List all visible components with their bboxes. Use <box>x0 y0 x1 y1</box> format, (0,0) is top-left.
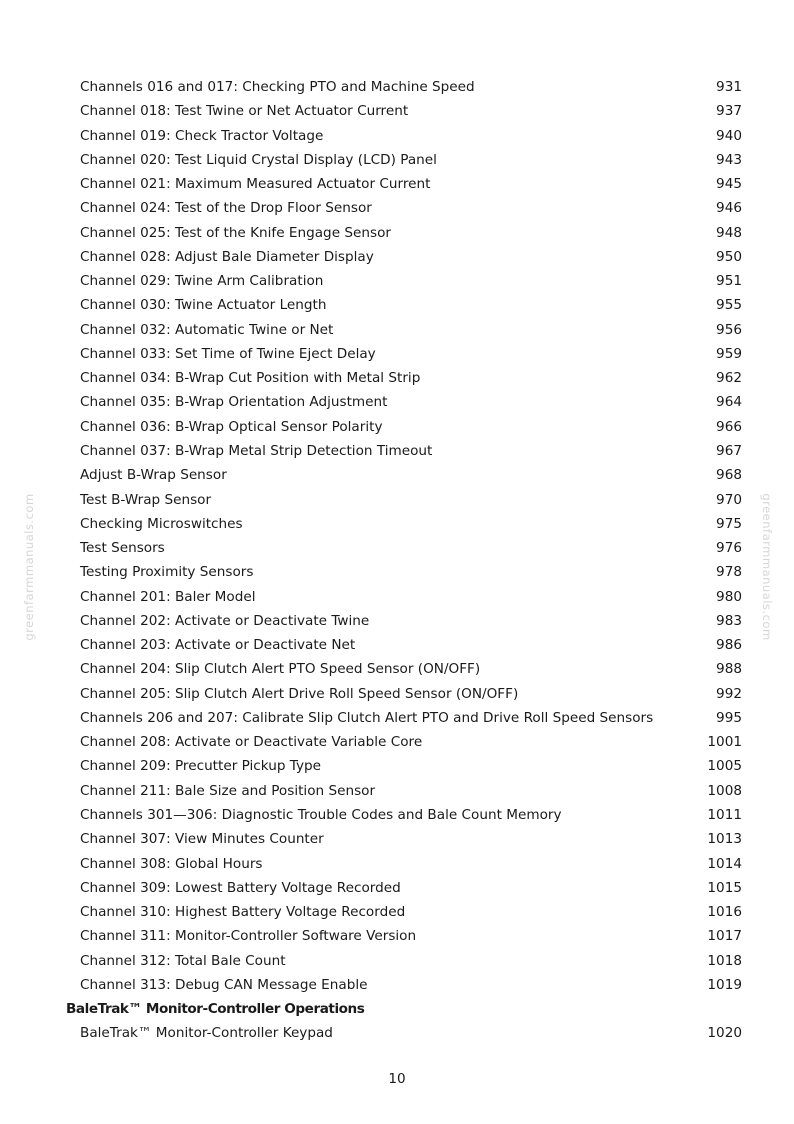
toc-entry-title[interactable]: Channel 312: Total Bale Count <box>80 952 286 969</box>
toc-entry-page[interactable]: 950 <box>716 248 742 265</box>
toc-entry[interactable] <box>0 221 794 245</box>
toc-entry-title[interactable]: Channel 311: Monitor-Controller Software Version <box>80 928 417 945</box>
toc-entry[interactable] <box>0 682 794 706</box>
toc-entry[interactable] <box>0 949 794 973</box>
toc-entry-title[interactable]: Channel 030: Twine Actuator Length <box>80 297 327 314</box>
toc-entry-page[interactable]: 1017 <box>707 928 742 945</box>
toc-entry[interactable] <box>0 973 794 997</box>
toc-entry-page[interactable]: 956 <box>716 321 742 338</box>
toc-entry-page[interactable]: 964 <box>716 394 742 411</box>
toc-entry[interactable] <box>0 488 794 512</box>
toc-entry-title[interactable]: Channel 033: Set Time of Twine Eject Delay <box>80 345 376 362</box>
toc-entry-page[interactable]: 1018 <box>707 952 742 969</box>
toc-entry[interactable] <box>0 609 794 633</box>
toc-entry-page[interactable]: 980 <box>716 588 742 605</box>
toc-entry-title[interactable]: Channel 205: Slip Clutch Alert Drive Roll Speed Sensor (ON/OFF) <box>80 685 519 702</box>
toc-entry-page[interactable]: 959 <box>716 345 742 362</box>
toc-entry[interactable] <box>0 560 794 584</box>
toc-entry[interactable] <box>0 633 794 657</box>
toc-entry[interactable] <box>0 1021 794 1045</box>
toc-entry-page[interactable]: 1008 <box>707 782 742 799</box>
watermark-right: greenfarmmanuals.com <box>760 493 774 641</box>
toc-entry-page[interactable]: 986 <box>716 637 742 654</box>
toc-entry-page[interactable]: 931 <box>716 79 742 95</box>
toc-entry[interactable] <box>0 536 794 560</box>
page-number: 10 <box>388 1071 406 1087</box>
toc-entry-page[interactable]: 940 <box>716 127 742 144</box>
toc-entry-title[interactable]: Channel 202: Activate or Deactivate Twine <box>80 612 370 629</box>
toc-entry-page[interactable]: 988 <box>716 661 742 678</box>
toc-entry[interactable] <box>0 876 794 900</box>
toc-entry-page[interactable]: 1001 <box>707 734 742 751</box>
toc-entry-page[interactable]: 1016 <box>707 904 742 921</box>
toc-entry-title[interactable]: Channel 035: B-Wrap Orientation Adjustment <box>80 394 388 411</box>
toc-entry[interactable] <box>0 318 794 342</box>
toc-entry[interactable] <box>0 269 794 293</box>
toc-entry-title[interactable]: Channel 032: Automatic Twine or Net <box>80 321 334 338</box>
toc-entry[interactable] <box>0 657 794 681</box>
toc-entry[interactable] <box>0 172 794 196</box>
toc-entry-title[interactable]: Channel 209: Precutter Pickup Type <box>80 758 322 775</box>
toc-entry-page[interactable]: 970 <box>716 491 742 508</box>
toc-entry[interactable] <box>0 245 794 269</box>
toc-entry-title[interactable]: Channel 204: Slip Clutch Alert PTO Speed Sensor (ON/OFF) <box>80 661 481 678</box>
toc-entry-title[interactable]: Test Sensors <box>80 540 165 557</box>
toc-entry-title[interactable]: Channels 016 and 017: Checking PTO and Machine Speed <box>80 79 475 95</box>
toc-entry-page[interactable]: 1011 <box>707 806 742 823</box>
toc-entry-title[interactable]: Channel 019: Check Tractor Voltage <box>80 127 324 144</box>
toc-entry-title[interactable]: Channel 201: Baler Model <box>80 588 256 605</box>
toc-entry-title[interactable]: Channels 206 and 207: Calibrate Slip Clutch Alert PTO and Drive Roll Speed Sensors <box>80 709 654 726</box>
toc-entry-page[interactable]: 1013 <box>707 831 742 848</box>
toc-entry-page[interactable]: 967 <box>716 442 742 459</box>
toc-entry[interactable] <box>0 779 794 803</box>
toc-entry-page[interactable]: 948 <box>716 224 742 241</box>
toc-entry[interactable] <box>0 463 794 487</box>
toc-entry-title[interactable]: Channel 313: Debug CAN Message Enable <box>80 976 368 993</box>
toc-entry-title[interactable]: Channel 308: Global Hours <box>80 855 263 872</box>
toc-entry[interactable] <box>0 900 794 924</box>
toc-entry-page[interactable]: 995 <box>716 709 742 726</box>
toc-entry-title[interactable]: Channel 024: Test of the Drop Floor Sensor <box>80 200 372 217</box>
watermark-left: greenfarmmanuals.com <box>22 493 36 641</box>
toc-entry-page[interactable]: 945 <box>716 176 742 193</box>
toc-entry-title[interactable]: Channel 310: Highest Battery Voltage Recorded <box>80 904 406 921</box>
toc-section-title: BaleTrak™ Monitor-Controller Operations <box>66 1001 365 1018</box>
toc-entry[interactable] <box>0 754 794 778</box>
toc-entry-title[interactable]: Channels 301—306: Diagnostic Trouble Codes and Bale Count Memory <box>80 806 562 823</box>
toc-entry-page[interactable]: 937 <box>716 103 742 120</box>
toc-entry-title[interactable]: BaleTrak™ Monitor-Controller Keypad <box>80 1025 333 1042</box>
toc-entry-page[interactable]: 1014 <box>707 855 742 872</box>
toc-entry-title[interactable]: Channel 018: Test Twine or Net Actuator Current <box>80 103 409 120</box>
toc-entry-title[interactable]: Channel 025: Test of the Knife Engage Sensor <box>80 224 391 241</box>
toc-entry-title[interactable]: Channel 020: Test Liquid Crystal Display (LCD) Panel <box>80 151 437 168</box>
toc-entry[interactable] <box>0 512 794 536</box>
toc-entry-title[interactable]: Channel 307: View Minutes Counter <box>80 831 324 848</box>
toc-entry[interactable] <box>0 585 794 609</box>
toc-entry[interactable] <box>0 827 794 851</box>
toc-entry-title[interactable]: Adjust B-Wrap Sensor <box>80 467 227 484</box>
table-of-contents <box>0 75 794 1046</box>
toc-entry-page[interactable]: 976 <box>716 540 742 557</box>
toc-entry-page[interactable]: 951 <box>716 273 742 290</box>
toc-entry-page[interactable]: 975 <box>716 515 742 532</box>
toc-entry-title[interactable]: Channel 208: Activate or Deactivate Variable Core <box>80 734 423 751</box>
toc-entry-page[interactable]: 1015 <box>707 879 742 896</box>
toc-entry-title[interactable]: Channel 211: Bale Size and Position Sensor <box>80 782 376 799</box>
toc-entry-title[interactable]: Channel 037: B-Wrap Metal Strip Detection Timeout <box>80 442 433 459</box>
toc-entry[interactable] <box>0 366 794 390</box>
toc-entry[interactable] <box>0 415 794 439</box>
toc-entry-page[interactable]: 1019 <box>707 976 742 993</box>
toc-entry-title[interactable]: Channel 203: Activate or Deactivate Net <box>80 637 356 654</box>
toc-entry-page[interactable]: 1020 <box>707 1025 742 1042</box>
toc-entry[interactable] <box>0 293 794 317</box>
toc-entry-page[interactable]: 946 <box>716 200 742 217</box>
toc-entry[interactable] <box>0 439 794 463</box>
toc-entry-title[interactable]: Test B-Wrap Sensor <box>80 491 212 508</box>
toc-entry[interactable] <box>0 924 794 948</box>
toc-entry-title[interactable]: Channel 021: Maximum Measured Actuator Current <box>80 176 431 193</box>
toc-entry-page[interactable]: 978 <box>716 564 742 581</box>
toc-entry-page[interactable]: 992 <box>716 685 742 702</box>
toc-entry-page[interactable]: 962 <box>716 370 742 387</box>
toc-entry[interactable] <box>0 390 794 414</box>
toc-entry-page[interactable]: 968 <box>716 467 742 484</box>
toc-entry-title[interactable]: Testing Proximity Sensors <box>80 564 254 581</box>
toc-entry[interactable] <box>0 852 794 876</box>
toc-entry-title[interactable]: Checking Microswitches <box>80 515 243 532</box>
toc-entry-title[interactable]: Channel 034: B-Wrap Cut Position with Metal Strip <box>80 370 421 387</box>
toc-entry[interactable] <box>0 124 794 148</box>
toc-entry[interactable] <box>0 196 794 220</box>
toc-entry[interactable] <box>0 148 794 172</box>
toc-entry[interactable] <box>0 706 794 730</box>
toc-entry-page[interactable]: 983 <box>716 612 742 629</box>
toc-entry-page[interactable]: 1005 <box>707 758 742 775</box>
toc-entry-title[interactable]: Channel 029: Twine Arm Calibration <box>80 273 324 290</box>
toc-entry[interactable] <box>0 342 794 366</box>
toc-entry-title[interactable]: Channel 309: Lowest Battery Voltage Recorded <box>80 879 401 896</box>
toc-entry-page[interactable]: 943 <box>716 151 742 168</box>
toc-entry-page[interactable]: 955 <box>716 297 742 314</box>
toc-entry[interactable] <box>0 803 794 827</box>
toc-section-heading <box>0 997 794 1021</box>
toc-entry[interactable] <box>0 75 794 99</box>
toc-entry-page[interactable]: 966 <box>716 418 742 435</box>
toc-entry[interactable] <box>0 99 794 123</box>
toc-entry-title[interactable]: Channel 028: Adjust Bale Diameter Display <box>80 248 374 265</box>
toc-entry[interactable] <box>0 730 794 754</box>
toc-entry-title[interactable]: Channel 036: B-Wrap Optical Sensor Polarity <box>80 418 383 435</box>
